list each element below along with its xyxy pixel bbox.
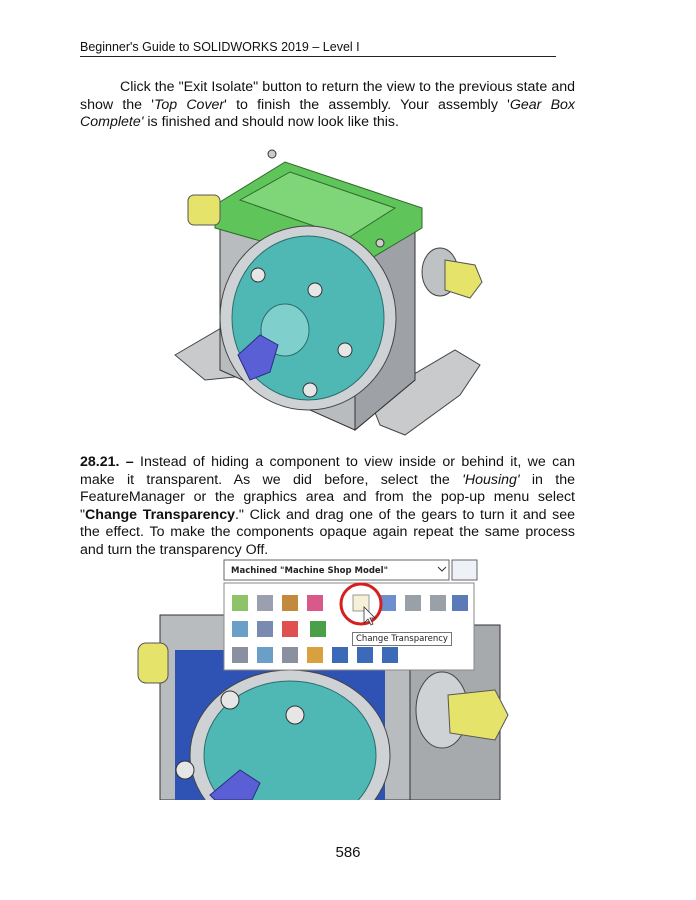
config-combo-text: Machined "Machine Shop Model" [231, 566, 389, 576]
change-transparency-eye-icon[interactable] [353, 595, 369, 611]
change-transparency-tooltip: Change Transparency [352, 632, 452, 646]
toolbar-icon[interactable] [282, 595, 298, 611]
right-shaft [445, 260, 482, 298]
change-transparency-screenshot [130, 555, 520, 800]
toolbar-icon[interactable] [232, 621, 248, 637]
running-header: Beginner's Guide to SOLIDWORKS 2019 – Level I [80, 40, 360, 54]
housing-ref: 'Housing' [462, 471, 520, 488]
toolbar-icon[interactable] [257, 595, 273, 611]
toolbar-icon[interactable] [382, 647, 398, 663]
toolbar-icon[interactable] [332, 647, 348, 663]
plate-bolt [176, 761, 194, 779]
cover-bolt [376, 239, 384, 247]
toolbar-icon[interactable] [430, 595, 446, 611]
toolbar-icon[interactable] [310, 621, 326, 637]
toolbar-icon[interactable] [307, 595, 323, 611]
change-transparency-ref: Change Transparency [85, 506, 235, 523]
page-number: 586 [335, 844, 361, 861]
para2-text-3: ." Click and drag one of the gears to turn it and see the effect. To make the components opaque again repeat the same process and turn the transparency Off. [80, 506, 576, 558]
left-shaft [188, 195, 220, 225]
para1-text-2: ' to finish the assembly. Your assembly ' [224, 96, 510, 113]
paragraph-exit-isolate [80, 79, 575, 132]
cover-bolt [268, 150, 276, 158]
toolbar-icon[interactable] [232, 647, 248, 663]
gear-box-assembly-figure [160, 140, 510, 440]
para2-text-2: in the FeatureManager or the graphics area and from the pop-up menu select " [80, 471, 575, 523]
paragraph-change-transparency [80, 454, 575, 559]
toolbar-icon[interactable] [257, 621, 273, 637]
plate-bolt [251, 268, 265, 282]
gear-box-ref: Gear Box Complete' [80, 96, 576, 130]
toolbar-icon[interactable] [282, 647, 298, 663]
toolbar-icon[interactable] [232, 595, 248, 611]
plate-bolt [303, 383, 317, 397]
para2-text-1: Instead of hiding a component to view inside or behind it, we can make it transparent. As we did before, select the [80, 454, 575, 488]
top-cover-ref: Top Cover [153, 96, 225, 113]
toolbar-icon[interactable] [307, 647, 323, 663]
para1-text-1: Click the "Exit Isolate" button to return the view to the previous state and show the ' [80, 79, 575, 113]
plate-bolt [286, 706, 304, 724]
left-shaft [138, 643, 168, 683]
toolbar-icon[interactable] [257, 647, 273, 663]
toolbar-icon[interactable] [452, 595, 468, 611]
config-button[interactable] [452, 560, 477, 580]
plate-bolt [308, 283, 322, 297]
step-number: 28.21. – [80, 454, 134, 470]
plate-bolt [338, 343, 352, 357]
para1-text-3: is finished and should now look like this. [143, 114, 399, 130]
right-shaft [448, 690, 508, 740]
toolbar-icon[interactable] [357, 647, 373, 663]
toolbar-icon[interactable] [405, 595, 421, 611]
toolbar-icon[interactable] [282, 621, 298, 637]
header-rule [80, 56, 556, 57]
plate-bolt [221, 691, 239, 709]
